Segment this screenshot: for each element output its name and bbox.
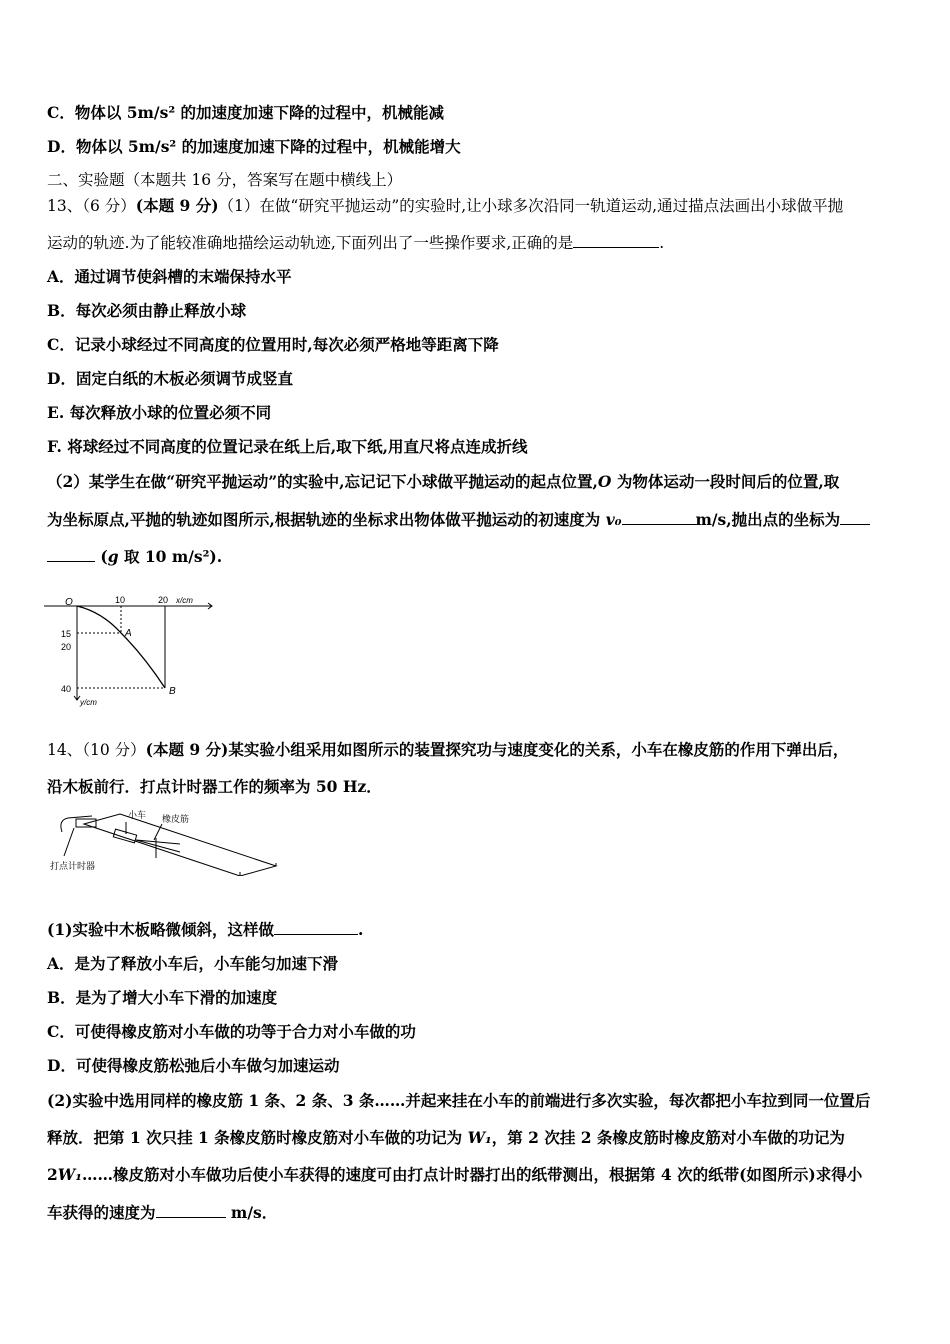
q13-part2-line2: 为坐标原点,平抛的轨迹如图所示,根据轨迹的坐标求出物体做平抛运动的初速度为 v₀ m/s,抛出点的坐标为 xyxy=(47,510,870,530)
origin-label: O xyxy=(65,597,73,608)
answer-blank-origin-cont[interactable] xyxy=(47,547,95,562)
q13-stem-line2: 运动的轨迹.为了能较准确地描绘运动轨迹,下面列出了一些操作要求,正确的是 . xyxy=(47,234,665,252)
x-tick-10: 10 xyxy=(115,595,126,605)
q14-part2-line3: 2W₁……橡皮筋对小车做功后使小车获得的速度可由打点计时器打出的纸带测出，根据第 4 次的纸带(如图所示)求得小 xyxy=(47,1165,863,1184)
y-axis-label: y/cm xyxy=(80,698,97,707)
q14-part2-line4: 车获得的速度为 m/s． xyxy=(47,1203,278,1222)
section-2-heading: 二、实验题（本题共 16 分，答案写在题中横线上） xyxy=(47,171,403,189)
answer-blank-speed[interactable] xyxy=(156,1203,226,1218)
q14-option-b: B．是为了增大小车下滑的加速度 xyxy=(47,988,278,1007)
q13-option-a: A．通过调节使斜槽的末端保持水平 xyxy=(47,267,292,286)
rubber-label: 橡皮筋 xyxy=(162,814,190,824)
q13-stem-line1: 13、（6 分）(本题 9 分)（1）在做“研究平抛运动”的实验时,让小球多次沿同一轨道运动,通过描点法画出小球做平抛 xyxy=(47,196,844,215)
q13-option-f: F. 将球经过不同高度的位置记录在纸上后,取下纸,用直尺将点连成折线 xyxy=(47,437,528,456)
timer-label: 打点计时器 xyxy=(50,861,96,871)
answer-blank[interactable] xyxy=(573,233,659,248)
q12-option-c: C．物体以 5m/s² 的加速度加速下降的过程中，机械能减 xyxy=(47,103,444,122)
apparatus-figure xyxy=(44,806,280,876)
q13-option-e: E. 每次释放小球的位置必须不同 xyxy=(47,403,272,422)
q13-option-d: D．固定白纸的木板必须调节成竖直 xyxy=(47,369,293,388)
q14-option-a: A．是为了释放小车后，小车能匀加速下滑 xyxy=(47,954,339,973)
trajectory-graph xyxy=(40,588,220,710)
point-b-label: B xyxy=(169,686,176,697)
q14-part2-line1: (2)实验中选用同样的橡皮筋 1 条、2 条、3 条……并起来挂在小车的前端进行多次实验，每次都把小车拉到同一位置后 xyxy=(47,1091,871,1110)
q14-stem-line2: 沿木板前行．打点计时器工作的频率为 50 Hz． xyxy=(47,777,382,796)
q12-option-d: D．物体以 5m/s² 的加速度加速下降的过程中，机械能增大 xyxy=(47,137,461,156)
q14-stem-line1: 14、（10 分）(本题 9 分)某实验小组采用如图所示的装置探究功与速度变化的关系，小车在橡皮筋的作用下弹出后， xyxy=(47,740,849,759)
q13-part2-line3: (g 取 10 m/s²). xyxy=(47,547,222,567)
x-axis-label: x/cm xyxy=(176,596,193,605)
car-label: 小车 xyxy=(128,810,147,820)
q14-part1-stem: (1)实验中木板略微倾斜，这样做 . xyxy=(47,920,364,939)
q14-part2-line2: 释放．把第 1 次只挂 1 条橡皮筋时橡皮筋对小车做的功记为 W₁，第 2 次挂 2 条橡皮筋时橡皮筋对小车做的功记为 xyxy=(47,1128,845,1147)
q14-option-d: D．可使得橡皮筋松弛后小车做匀加速运动 xyxy=(47,1056,340,1075)
y-tick-15: 15 xyxy=(61,629,72,639)
q13-part2-line1: （2）某学生在做“研究平抛运动”的实验中,忘记记下小球做平抛运动的起点位置,O 为物体运动一段时间后的位置,取 xyxy=(47,472,840,491)
y-tick-20: 20 xyxy=(61,642,72,652)
answer-blank[interactable] xyxy=(274,920,358,935)
x-tick-20: 20 xyxy=(158,595,169,605)
q13-option-c: C．记录小球经过不同高度的位置用时,每次必须严格地等距离下降 xyxy=(47,335,499,354)
q13-option-b: B．每次必须由静止释放小球 xyxy=(47,301,247,320)
answer-blank-v0[interactable] xyxy=(622,510,696,525)
y-tick-40: 40 xyxy=(61,684,72,694)
q14-option-c: C．可使得橡皮筋对小车做的功等于合力对小车做的功 xyxy=(47,1022,416,1041)
answer-blank-origin[interactable] xyxy=(840,510,870,525)
point-a-label: A xyxy=(125,628,132,639)
timer-pointer xyxy=(64,828,74,856)
